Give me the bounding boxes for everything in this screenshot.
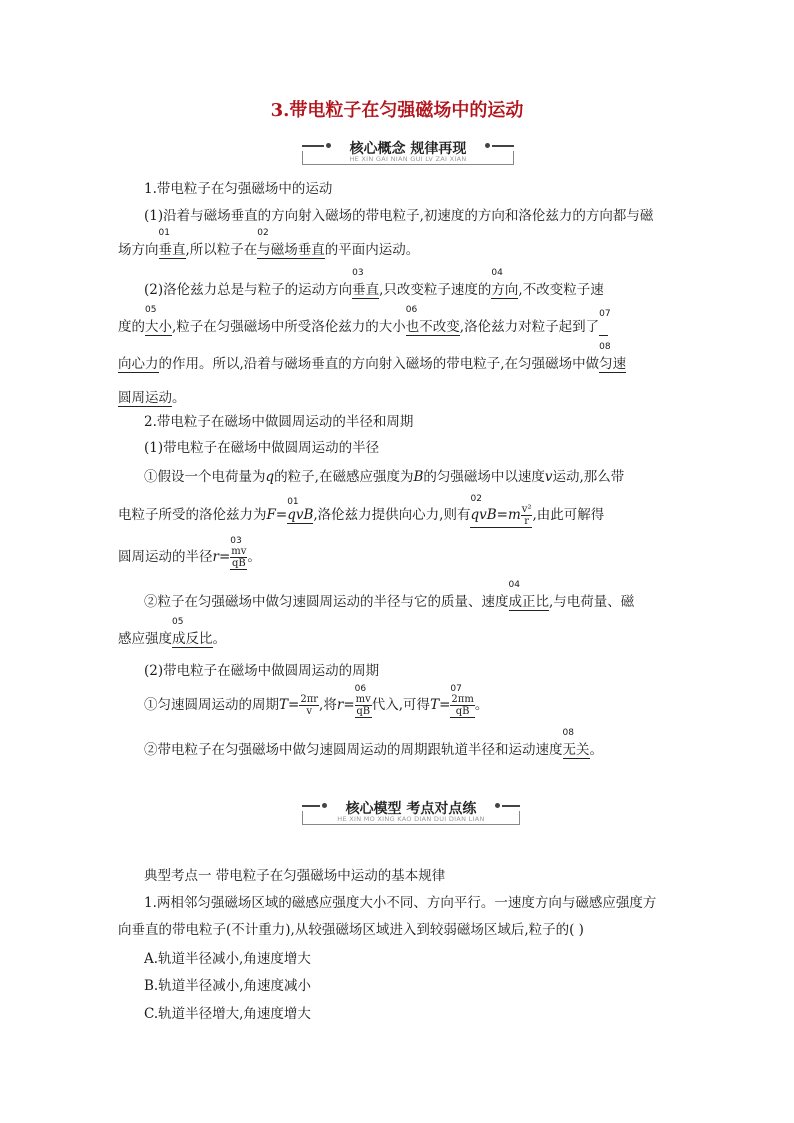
answer-blank-s2-03: 03 $\frac{mv}{qB}$ <box>230 536 247 569</box>
question-1-line1: 1.两相邻匀强磁场区域的磁感应强度大小不同、方向平行。一速度方向与磁感应强度方 <box>144 895 657 911</box>
answer-blank-06: 06 也不改变 <box>405 305 460 335</box>
answer-blank-07-cont: 向心力 <box>118 348 159 373</box>
page-title: 3.带电粒子在匀强磁场中的运动 <box>270 100 524 121</box>
answer-blank-03: 03 垂直 <box>352 268 380 298</box>
option-b: B.轨道半径减小,角速度减小 <box>144 978 312 994</box>
answer-blank-s2-08: 08 无关 <box>562 728 590 758</box>
answer-blank-s2-04: 04 成正比 <box>508 580 549 610</box>
s2-c4: ②带电粒子在匀强磁场中做匀速圆周运动的周期跟轨道半径和运动速度 08 无关。 <box>144 728 603 758</box>
section-banner-models <box>302 796 520 826</box>
s1-p2-line4: 圆周运动。 <box>118 382 186 407</box>
answer-blank-s2-02: 02 qvB=m $\frac{\text{v²}}{r}$ <box>470 494 532 527</box>
answer-blank-04: 04 方向 <box>491 268 519 298</box>
s2-sub2: (2)带电粒子在磁场中做圆周运动的周期 <box>144 663 380 679</box>
answer-blank-08: 08 匀速 <box>599 342 627 372</box>
answer-blank-s2-07: 07 $\frac{2\pi m}{qB}$ <box>450 684 474 717</box>
s1-p2-line3: 向心力的作用。所以,沿着与磁场垂直的方向射入磁场的带电粒子,在匀强磁场中做 08 匀速 <box>118 342 627 372</box>
fraction-mv-over-qB-2: $\frac{mv}{qB}$ <box>355 694 371 717</box>
answer-blank-07: 07 <box>599 315 608 336</box>
s2-c1-line3: 圆周运动的半径r= 03 $\frac{mv}{qB}$ 。 <box>118 536 261 569</box>
s1-p1-line1: (1)沿着与磁场垂直的方向射入磁场的带电粒子,初速度的方向和洛伦兹力的方向都与磁 <box>144 208 654 224</box>
s1-heading: 1.带电粒子在匀强磁场中的运动 <box>144 181 333 197</box>
s2-sub1: (1)带电粒子在磁场中做圆周运动的半径 <box>144 440 380 456</box>
s2-heading: 2.带电粒子在磁场中做圆周运动的半径和周期 <box>144 414 414 430</box>
option-c: C.轨道半径增大,角速度增大 <box>144 1006 311 1022</box>
answer-blank-s2-05: 05 成反比 <box>172 617 213 647</box>
s2-c1-line1: ①假设一个电荷量为q的粒子,在磁感应强度为B的匀强磁场中以速度v运动,那么带 <box>144 469 625 485</box>
section-banner-concepts <box>302 136 514 166</box>
banner-dot-right <box>495 803 500 808</box>
fraction-2pim-over-qB: $\frac{2\pi m}{qB}$ <box>451 694 474 717</box>
answer-blank-s2-06: 06 $\frac{mv}{qB}$ <box>354 684 371 717</box>
fraction-mv-over-qB: $\frac{mv}{qB}$ <box>231 546 247 569</box>
banner-sub-text: HE XIN MO XING KAO DIAN DUI DIAN LIAN <box>337 815 485 823</box>
s2-c3: ①匀速圆周运动的周期T= $\frac{2\pi r}{v}$ ,将r= 06 $\frac{mv}{qB}$ 代入,可得T= 07 $\frac{2\pi m}{qB}$ 。 <box>144 684 489 717</box>
banner-sub-text: HE XIN GAI NIAN GUI LV ZAI XIAN <box>349 155 467 163</box>
s2-c1-line2: 电粒子所受的洛伦兹力为F= 01 qvB,洛伦兹力提供向心力,则有 02 qvB=m $\frac{\text{v²}}{r}$ ,由此可解得 <box>118 494 605 527</box>
answer-blank-01: 01 垂直 <box>158 228 186 258</box>
fraction-v2-over-r: $\frac{\text{v²}}{r}$ <box>521 504 532 527</box>
s3-heading: 典型考点一 带电粒子在匀强磁场中运动的基本规律 <box>144 868 446 884</box>
banner-rule-right <box>492 145 514 147</box>
question-1-line2: 向垂直的带电粒子(不计重力),从较强磁场区域进入到较弱磁场区域后,粒子的( ) <box>118 922 584 938</box>
s1-p2-line2: 度的 05 大小,粒子在匀强磁场中所受洛伦兹力的大小 06 也不改变,洛伦兹力对粒子起到了 07 <box>118 305 611 335</box>
answer-blank-08-cont: 圆周运动 <box>118 382 172 407</box>
s1-p1-line2: 场方向 01 垂直,所以粒子在 02 与磁场垂直的平面内运动。 <box>118 228 420 258</box>
answer-blank-02: 02 与磁场垂直 <box>257 228 325 258</box>
fraction-2pir-over-v: $\frac{2\pi r}{v}$ <box>300 694 319 717</box>
answer-blank-s2-01: 01 qvB <box>287 497 314 523</box>
option-a: A.轨道半径减小,角速度增大 <box>144 951 311 967</box>
banner-main-text: 核心概念 规律再现 <box>349 141 467 157</box>
banner-rule-right <box>502 805 520 807</box>
s1-p2-line1: (2)洛伦兹力总是与粒子的运动方向 03 垂直,只改变粒子速度的 04 方向,不改变粒子速 <box>144 268 604 298</box>
s2-c2-line2: 感应强度 05 成反比。 <box>118 617 226 647</box>
banner-dot-right <box>485 143 490 148</box>
banner-main-text: 核心模型 考点对点练 <box>345 801 477 817</box>
answer-blank-05: 05 大小 <box>145 305 172 335</box>
s2-c2-line1: ②粒子在匀强磁场中做匀速圆周运动的半径与它的质量、速度 04 成正比,与电荷量、磁 <box>144 580 635 610</box>
